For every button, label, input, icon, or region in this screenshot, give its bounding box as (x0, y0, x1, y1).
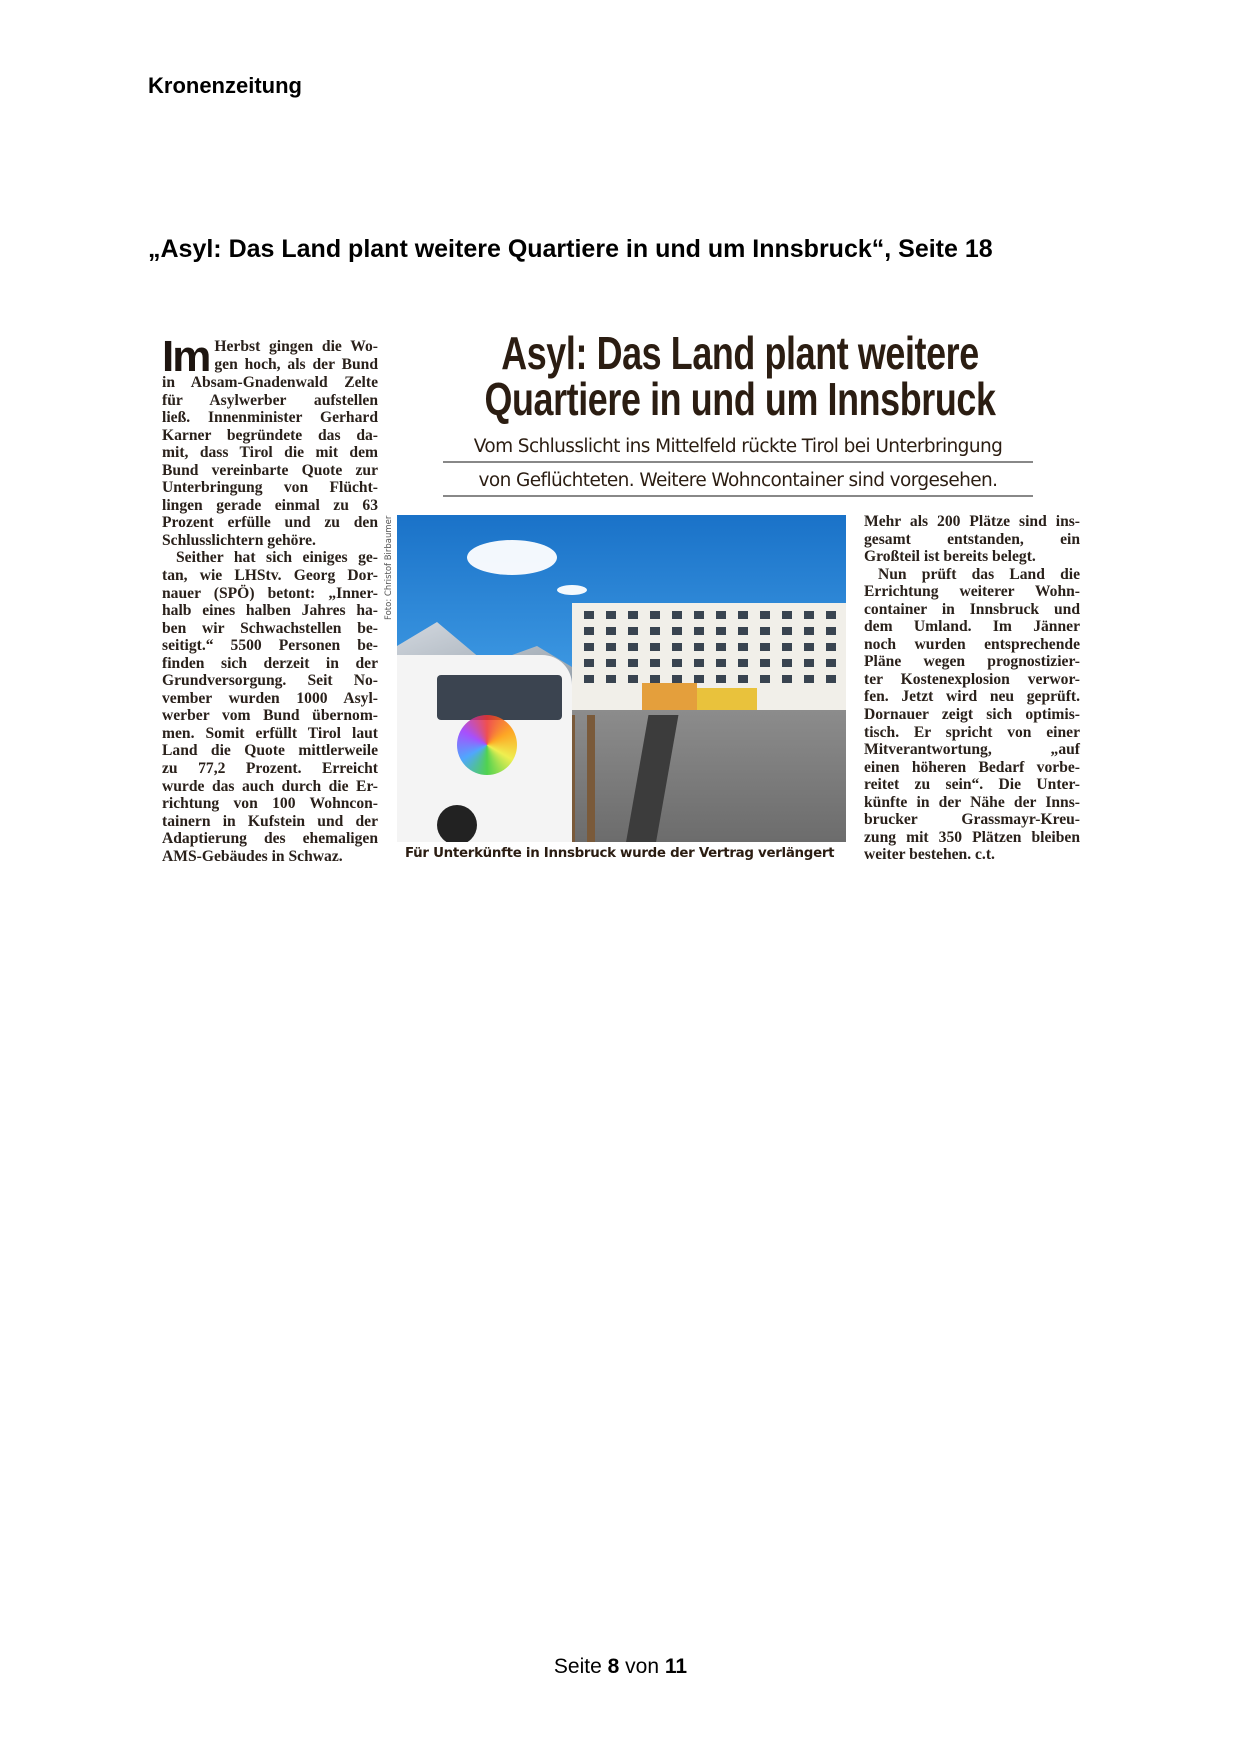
building-window (782, 643, 792, 651)
text-line: Herbst gingen die Wo- (214, 338, 378, 355)
text-line: Unterbringung von Flücht- (162, 479, 378, 497)
current-page: 8 (607, 1655, 620, 1678)
building-window (694, 659, 704, 667)
text-line: brucker Grassmayr-Kreu- (864, 811, 1080, 829)
text-line: nauer (SPÖ) betont: „Inner- (162, 584, 378, 602)
building-window (650, 643, 660, 651)
building-window (584, 675, 594, 683)
text-line: tan, wie LHStv. Georg Dor- (162, 567, 378, 585)
building-window (672, 675, 682, 683)
text-line: Seither hat sich einiges ge- (176, 549, 378, 567)
page-footer (0, 1655, 1241, 1679)
building-window (584, 659, 594, 667)
building-window (804, 643, 814, 651)
dropcap: Im (162, 332, 210, 381)
text-line: Schlusslichtern gehöre. (162, 531, 316, 549)
text-line: container in Innsbruck und (864, 600, 1080, 618)
building-window (628, 611, 638, 619)
right-column (864, 513, 1080, 864)
building-window (606, 627, 616, 635)
text-line: Adaptierung des ehemaligen (162, 830, 378, 848)
building-window (650, 611, 660, 619)
text-line: Prozent erfülle und zu den (162, 514, 378, 532)
text-line: men. Somit erfüllt Tirol laut (162, 724, 378, 742)
building-window (738, 627, 748, 635)
van-window (437, 675, 562, 720)
page-of: von (625, 1655, 660, 1678)
building-window (782, 627, 792, 635)
text-line: Nun prüft das Land die (878, 565, 1080, 583)
building-window (804, 627, 814, 635)
text-line: AMS-Gebäudes in Schwaz. (162, 847, 343, 865)
building-window (782, 675, 792, 683)
text-line: finden sich derzeit in der (162, 654, 378, 672)
text-line: in Absam-Gnadenwald Zelte (162, 374, 378, 391)
text-line: gesamt entstanden, ein (864, 530, 1080, 548)
building-window (738, 611, 748, 619)
building-window (606, 675, 616, 683)
photo-caption: Für Unterkünfte in Innsbruck wurde der Vertrag verlängert (405, 846, 835, 861)
text-line: tisch. Er spricht von einer (864, 723, 1080, 741)
building-entrance (642, 683, 697, 713)
building-window (738, 659, 748, 667)
text-line: Grundversorgung. Seit No- (162, 672, 378, 690)
building-window (782, 659, 792, 667)
building-window (826, 675, 836, 683)
headline-line: Quartiere in und um Innsbruck (484, 373, 996, 425)
text-line: Karner begründete das da- (162, 426, 378, 444)
headline-line: Asyl: Das Land plant weitere (501, 327, 979, 379)
building-window (672, 659, 682, 667)
text-line: ben wir Schwachstellen be- (162, 619, 378, 637)
text-line: richtung von 100 Wohncon- (162, 795, 378, 813)
building-window (606, 659, 616, 667)
van-logo (457, 715, 517, 775)
van-wheel (437, 805, 477, 842)
van (397, 655, 572, 842)
text-line: einen höheren Bedarf vorbe- (864, 758, 1080, 776)
text-line: Dornauer zeigt sich optimis- (864, 706, 1080, 724)
text-line: Errichtung weiterer Wohn- (864, 583, 1080, 601)
text-line: wurde das auch durch die Er- (162, 777, 378, 795)
building-window (672, 643, 682, 651)
building-window (694, 627, 704, 635)
building-window (694, 675, 704, 683)
subtitle-line: von Geflüchteten. Weitere Wohncontainer sind vorgesehen. (443, 470, 1033, 497)
building-window (760, 675, 770, 683)
building-window (716, 675, 726, 683)
building-window (760, 659, 770, 667)
text-line: dem Umland. Im Jänner (864, 618, 1080, 636)
text-line: Mehr als 200 Plätze sind ins- (864, 513, 1080, 530)
text-line: mit, dass Tirol die mit dem (162, 444, 378, 462)
building-window (606, 611, 616, 619)
subtitle-line: Vom Schlusslicht ins Mittelfeld rückte Tirol bei Unterbringung (443, 436, 1033, 463)
page-label: Seite (553, 1655, 602, 1678)
building-window (628, 659, 638, 667)
building-window (804, 675, 814, 683)
building (572, 603, 846, 713)
building-window (672, 627, 682, 635)
building-window (716, 643, 726, 651)
building-window (628, 627, 638, 635)
text-line: künfte in der Nähe der Inns- (864, 793, 1080, 811)
building-window (628, 675, 638, 683)
building-window (804, 611, 814, 619)
building-window (650, 675, 660, 683)
building-window (606, 643, 616, 651)
text-line: gen hoch, als der Bund (214, 355, 378, 373)
text-line: halb eines halben Jahres ha- (162, 602, 378, 620)
text-line: zu 77,2 Prozent. Erreicht (162, 760, 378, 778)
building-window (584, 611, 594, 619)
building-window (650, 627, 660, 635)
text-line: tainern in Kufstein und der (162, 812, 378, 830)
text-line: werber vom Bund übernom- (162, 707, 378, 725)
building-window (628, 643, 638, 651)
building-window (826, 659, 836, 667)
left-column (162, 332, 378, 865)
text-line: Mitverantwortung, „auf (864, 741, 1080, 759)
text-line: ließ. Innenminister Gerhard (162, 409, 378, 427)
building-window (826, 611, 836, 619)
article-photo (397, 515, 846, 842)
building-window (738, 643, 748, 651)
building-window (716, 627, 726, 635)
building-window (716, 659, 726, 667)
text-line: noch wurden entsprechende (864, 635, 1080, 653)
text-line: weiter bestehen. c.t. (864, 846, 995, 864)
text-line: lingen gerade einmal zu 63 (162, 496, 378, 514)
building-window (804, 659, 814, 667)
cloud (557, 585, 587, 595)
total-pages: 11 (664, 1655, 688, 1678)
newspaper-source: Kronenzeitung (148, 73, 302, 98)
text-line: Pläne wegen prognostizier- (864, 653, 1080, 671)
text-line: Land die Quote mittlerweile (162, 742, 378, 760)
photo-credit: Foto: Christof Birbaumer (384, 515, 394, 620)
text-line: vember wurden 1000 Asyl- (162, 689, 378, 707)
building-window (716, 611, 726, 619)
building-window (650, 659, 660, 667)
building-window (826, 643, 836, 651)
text-line: ter Kostenexplosion verwor- (864, 670, 1080, 688)
text-line: Bund vereinbarte Quote zur (162, 461, 378, 479)
building-window (760, 627, 770, 635)
text-line: für Asylwerber aufstellen (162, 391, 378, 409)
building-window (738, 675, 748, 683)
building-window (694, 611, 704, 619)
headline (475, 327, 1005, 425)
building-window (584, 643, 594, 651)
text-line: Großteil ist bereits belegt. (864, 548, 1036, 566)
building-window (760, 611, 770, 619)
building-window (826, 627, 836, 635)
building-window (760, 643, 770, 651)
building-window (584, 627, 594, 635)
text-line: fen. Jetzt wird neu geprüft. (864, 688, 1080, 706)
document-title: „Asyl: Das Land plant weitere Quartiere in und um Innsbruck“, Seite 18 (148, 235, 993, 263)
building-window (672, 611, 682, 619)
cloud (467, 540, 557, 575)
building-window (782, 611, 792, 619)
text-line: reitet zu sein“. Die Unter- (864, 776, 1080, 794)
text-line: seitigt.“ 5500 Personen be- (162, 637, 378, 655)
building-window (694, 643, 704, 651)
text-line: zung mit 350 Plätzen bleiben (864, 828, 1080, 846)
